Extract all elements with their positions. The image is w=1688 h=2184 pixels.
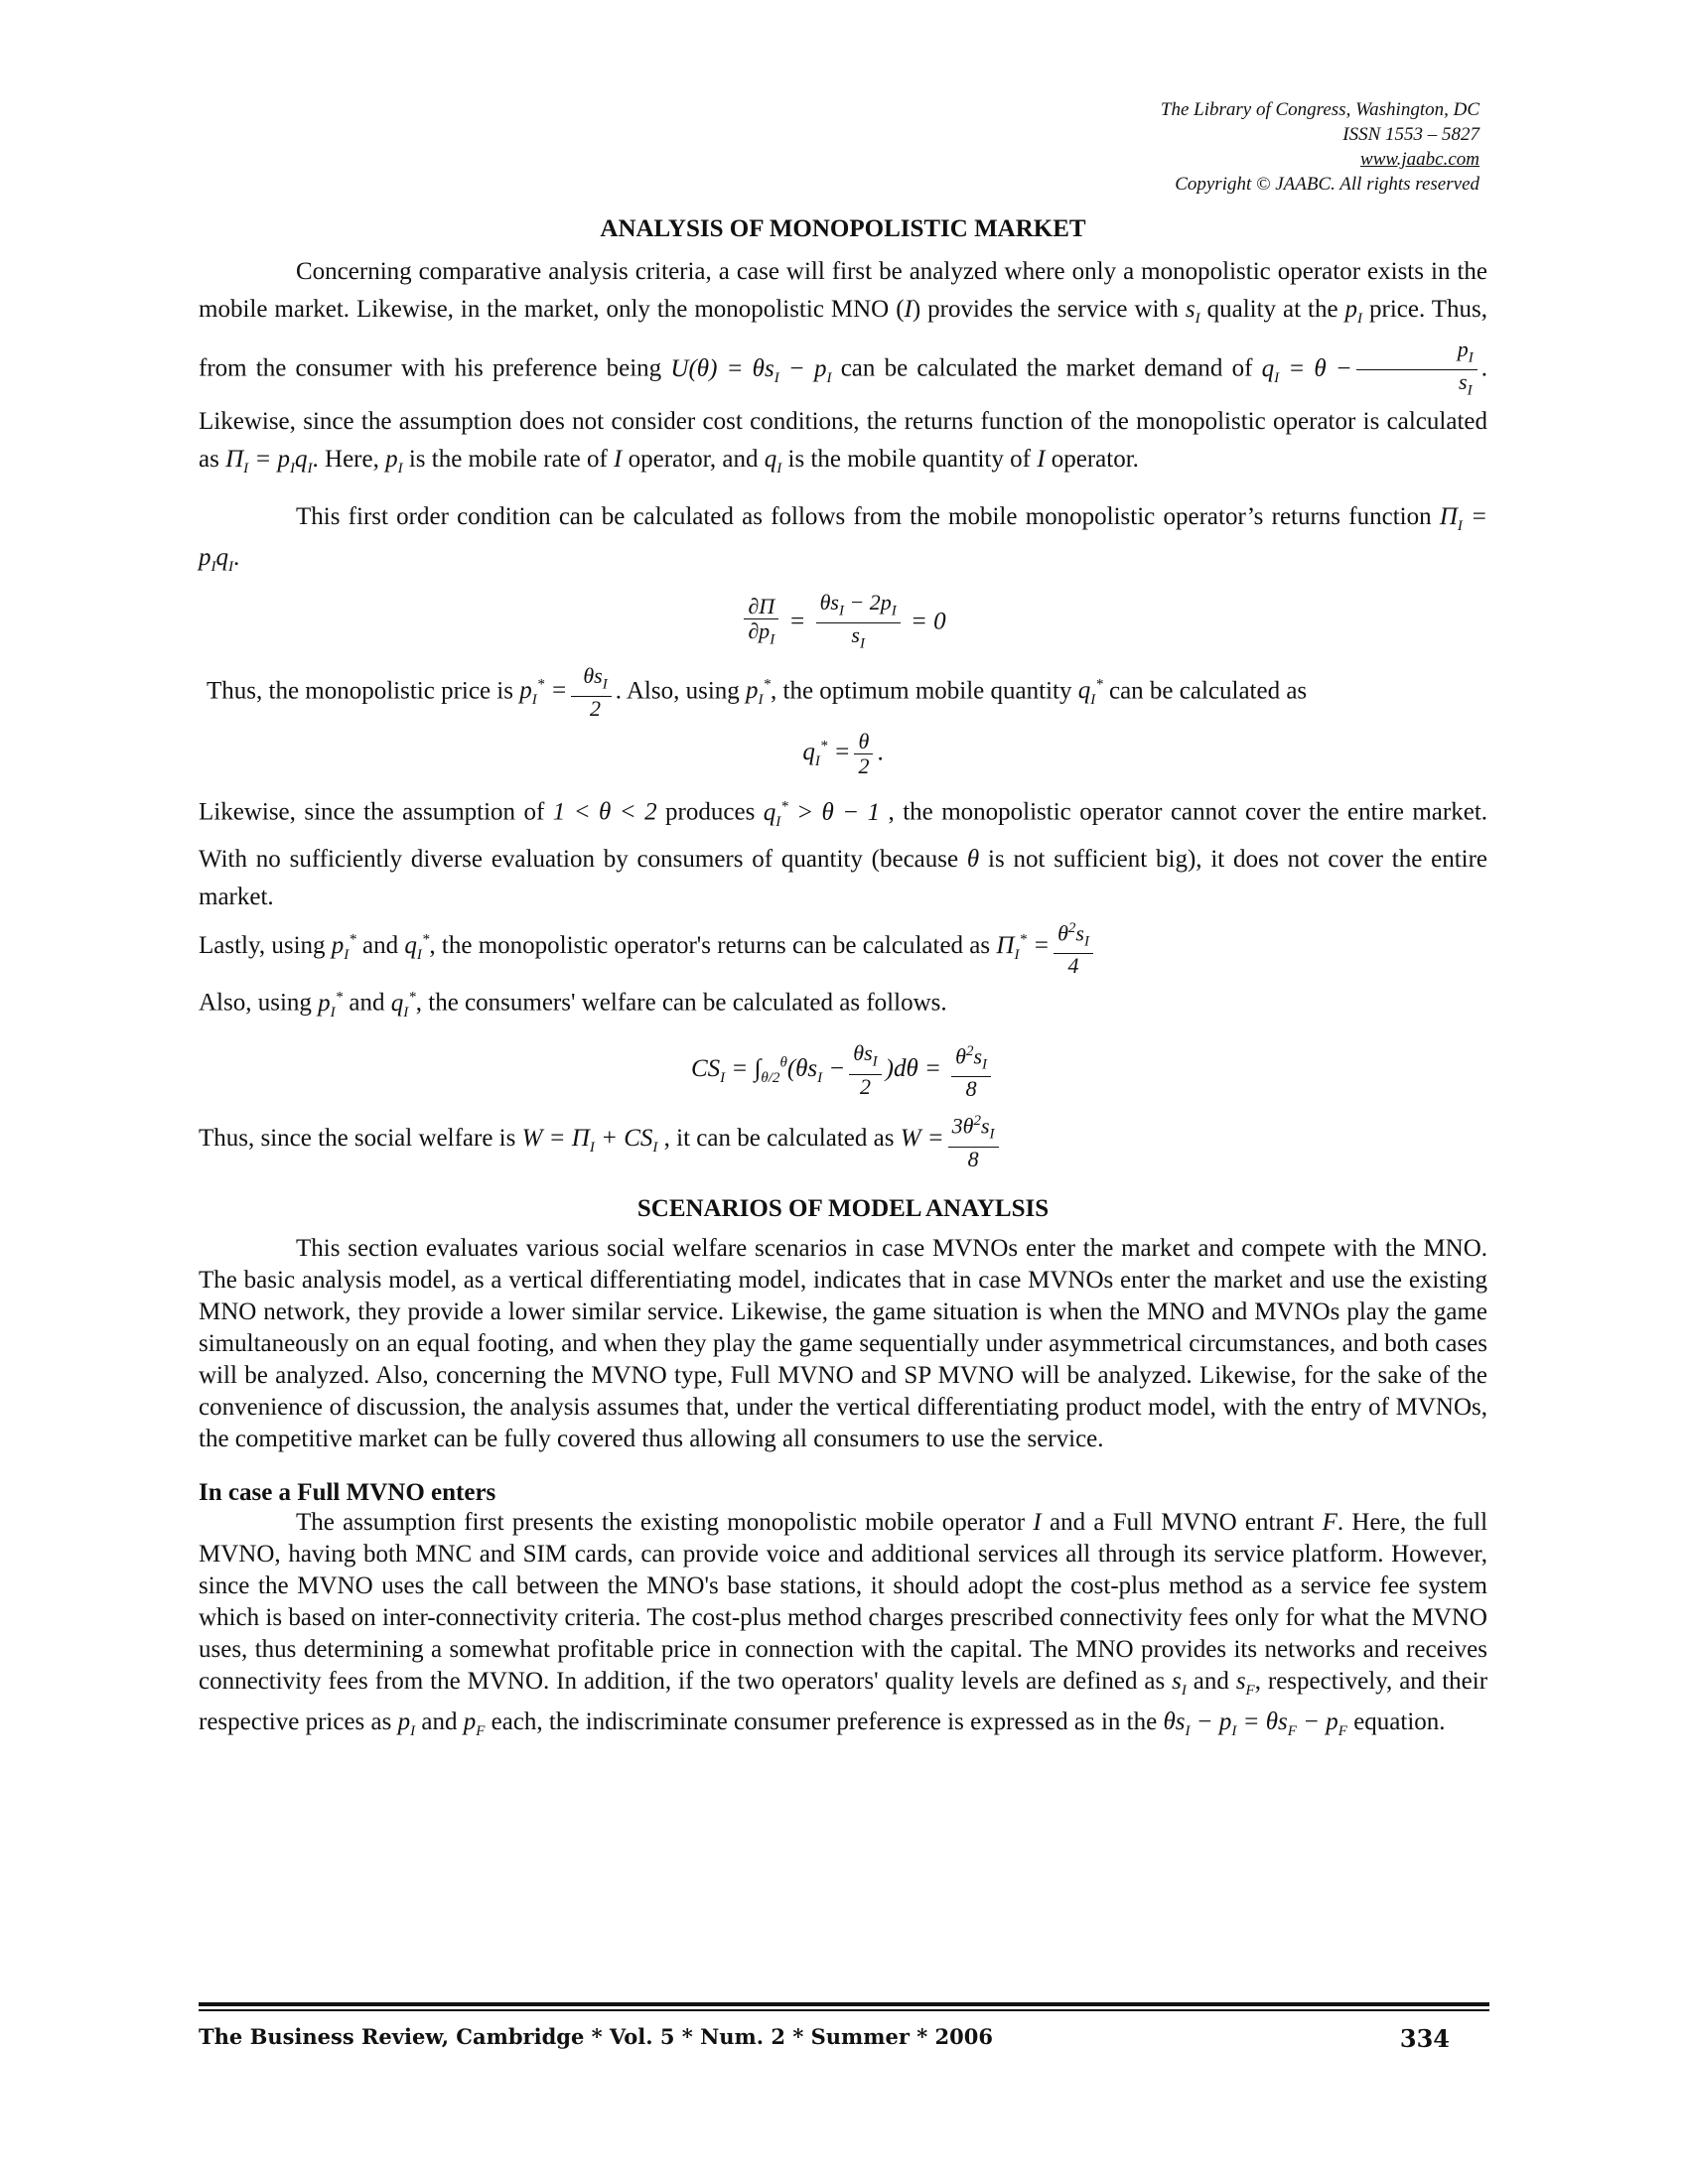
paragraph-full-mvno: The assumption first presents the existing monopolistic mobile operator I and a Full MVNO entrant F. Here, the full MVNO, having both MNC and SIM cards, can provide voice and additional services all through its service platform. However, since the MVNO uses the call between the MNO's base stations, it should adopt the cost-plus method as a service fee system which is based on inter-connectivity criteria. The cost-plus method charges prescribed connectivity fees only for what the MVNO uses, thus determining a somewhat profitable price in connection with the capital. The MNO provides its networks and receives connectivity fees from the MVNO. In addition, if the two operators' quality levels are defined as $s_I$ and $s_F$, respectively, and their respective prices as $p_I$ and $p_F$ each, the indiscriminate consumer preference is expressed as in the $\theta s_I - p_I = \theta s_F - p_F$ equation. (199, 1509, 1488, 1740)
footer-journal: The Business Review, Cambridge * Vol. 5 * Num. 2 * Summer * 2006 (199, 2024, 993, 2049)
paragraph-market-coverage: Likewise, since the assumption of 1 < θ < 2 produces $q_I^* > \theta - 1$ , the monopolistic operator cannot cover the entire market. With no sufficiently diverse evaluation by consumers of quantity (because θ is not sufficient big), it does not cover the entire market. (199, 798, 1488, 910)
paragraph-social-welfare: Thus, since the social welfare is $W = \Pi_I + CS_I$ , it can be calculated as W = $\frac{3\theta^2s_I}{8}$ (199, 1109, 1487, 1171)
page-number: 334 (1399, 2024, 1450, 2053)
paragraph-monopolistic-intro: Concerning comparative analysis criteria, a case will first be analyzed where only a monopolistic operator exists in the mobile market. Likewise, in the market, only the monopolistic MNO (I) provides the service with $s_I$ quality at the $p_I$ price. Thus, from the consumer with his preference being $U(\theta) = \theta s_I - p_I$ can be calculated the market demand of $q_I = \theta$ − $\frac{p_I}{s_I}$ . Likewise, since the assumption does not consider cost conditions, the returns function of the monopolistic operator is calculated as $\Pi_I = p_Iq_I$. Here, $p_I$ is the mobile rate of I operator, and $q_I$ is the mobile quantity of I operator. (199, 258, 1488, 477)
paragraph-operator-returns: Lastly, using $p_I^*$ and $q_I^*$, the monopolistic operator's returns can be calculated as $\Pi_I^*$ = $\frac{\theta^2s_I}{4}$ (199, 916, 1487, 979)
section-heading-scenarios: SCENARIOS OF MODEL ANAYLSIS (636, 1195, 1050, 1223)
header-library: The Library of Congress, Washington, DC (1160, 99, 1479, 120)
footer-rule-thick (199, 2002, 1489, 2006)
page-header (1161, 97, 1479, 197)
header-copyright: Copyright © JAABC. All rights reserved (1175, 174, 1479, 195)
paragraph-scenarios: This section evaluates various social welfare scenarios in case MVNOs enter the market and compete with the MNO. The basic analysis model, as a vertical differentiating model, indicates that in case MVNOs enter the market and use the existing MNO network, they provide a lower similar service. Likewise, the game situation is when the MNO and MVNOs play the game simultaneously on an equal footing, and when they play the game sequentially under asymmetrical circumstances, and both cases will be analyzed. Also, concerning the MVNO type, Full MVNO and SP MVNO will be analyzed. Likewise, for the sake of the convenience of discussion, the analysis assumes that, under the vertical differentiating product model, with the entry of MVNOs, the competitive market can be fully covered thus allowing all consumers to use the service. (199, 1235, 1487, 1453)
page-footer (199, 2024, 1450, 2053)
footer-rule-thin (199, 2009, 1489, 2011)
subsection-heading-full-mvno: In case a Full MVNO enters (199, 1479, 496, 1507)
equation-consumer-surplus: $CS_I = \int_{\theta/2}^\theta(\theta s_I$ − $\frac{\theta s_I}{2}$ )dθ = $\frac{\theta^2s_I}{8}$ (199, 1039, 1487, 1102)
section-heading-monopolistic: ANALYSIS OF MONOPOLISTIC MARKET (600, 215, 1086, 242)
paragraph-monopolistic-price: Thus, the monopolistic price is $p_I^*$ = $\frac{\theta s_I}{2}$ . Also, using $p_I^*$, the optimum mobile quantity $q_I^*$ can be calculated as (207, 662, 1308, 721)
article-body (199, 204, 1487, 1747)
header-issn: ISSN 1553 – 5827 (1342, 124, 1479, 145)
header-website-link[interactable]: www.jaabc.com (1360, 149, 1479, 170)
demand-fraction: $\frac{p_I}{s_I}$ (1356, 338, 1477, 403)
equation-optimum-quantity: $q_I^*$ = $\frac{\theta}{2}$ . (802, 729, 884, 779)
paragraph-consumer-welfare: Also, using $p_I^*$ and $q_I^*$, the consumers' welfare can be calculated as follows. (199, 989, 947, 1021)
equation-first-order: $\frac{\partial\Pi}{\partial p_I}$ = $\frac{\theta s_I - 2p_I}{s_I}$ = 0 (199, 591, 1487, 656)
paragraph-first-order-condition: This first order condition can be calculated as follows from the mobile monopolistic operator’s returns function $\Pi_I = p_Iq_I$. (199, 502, 1487, 575)
